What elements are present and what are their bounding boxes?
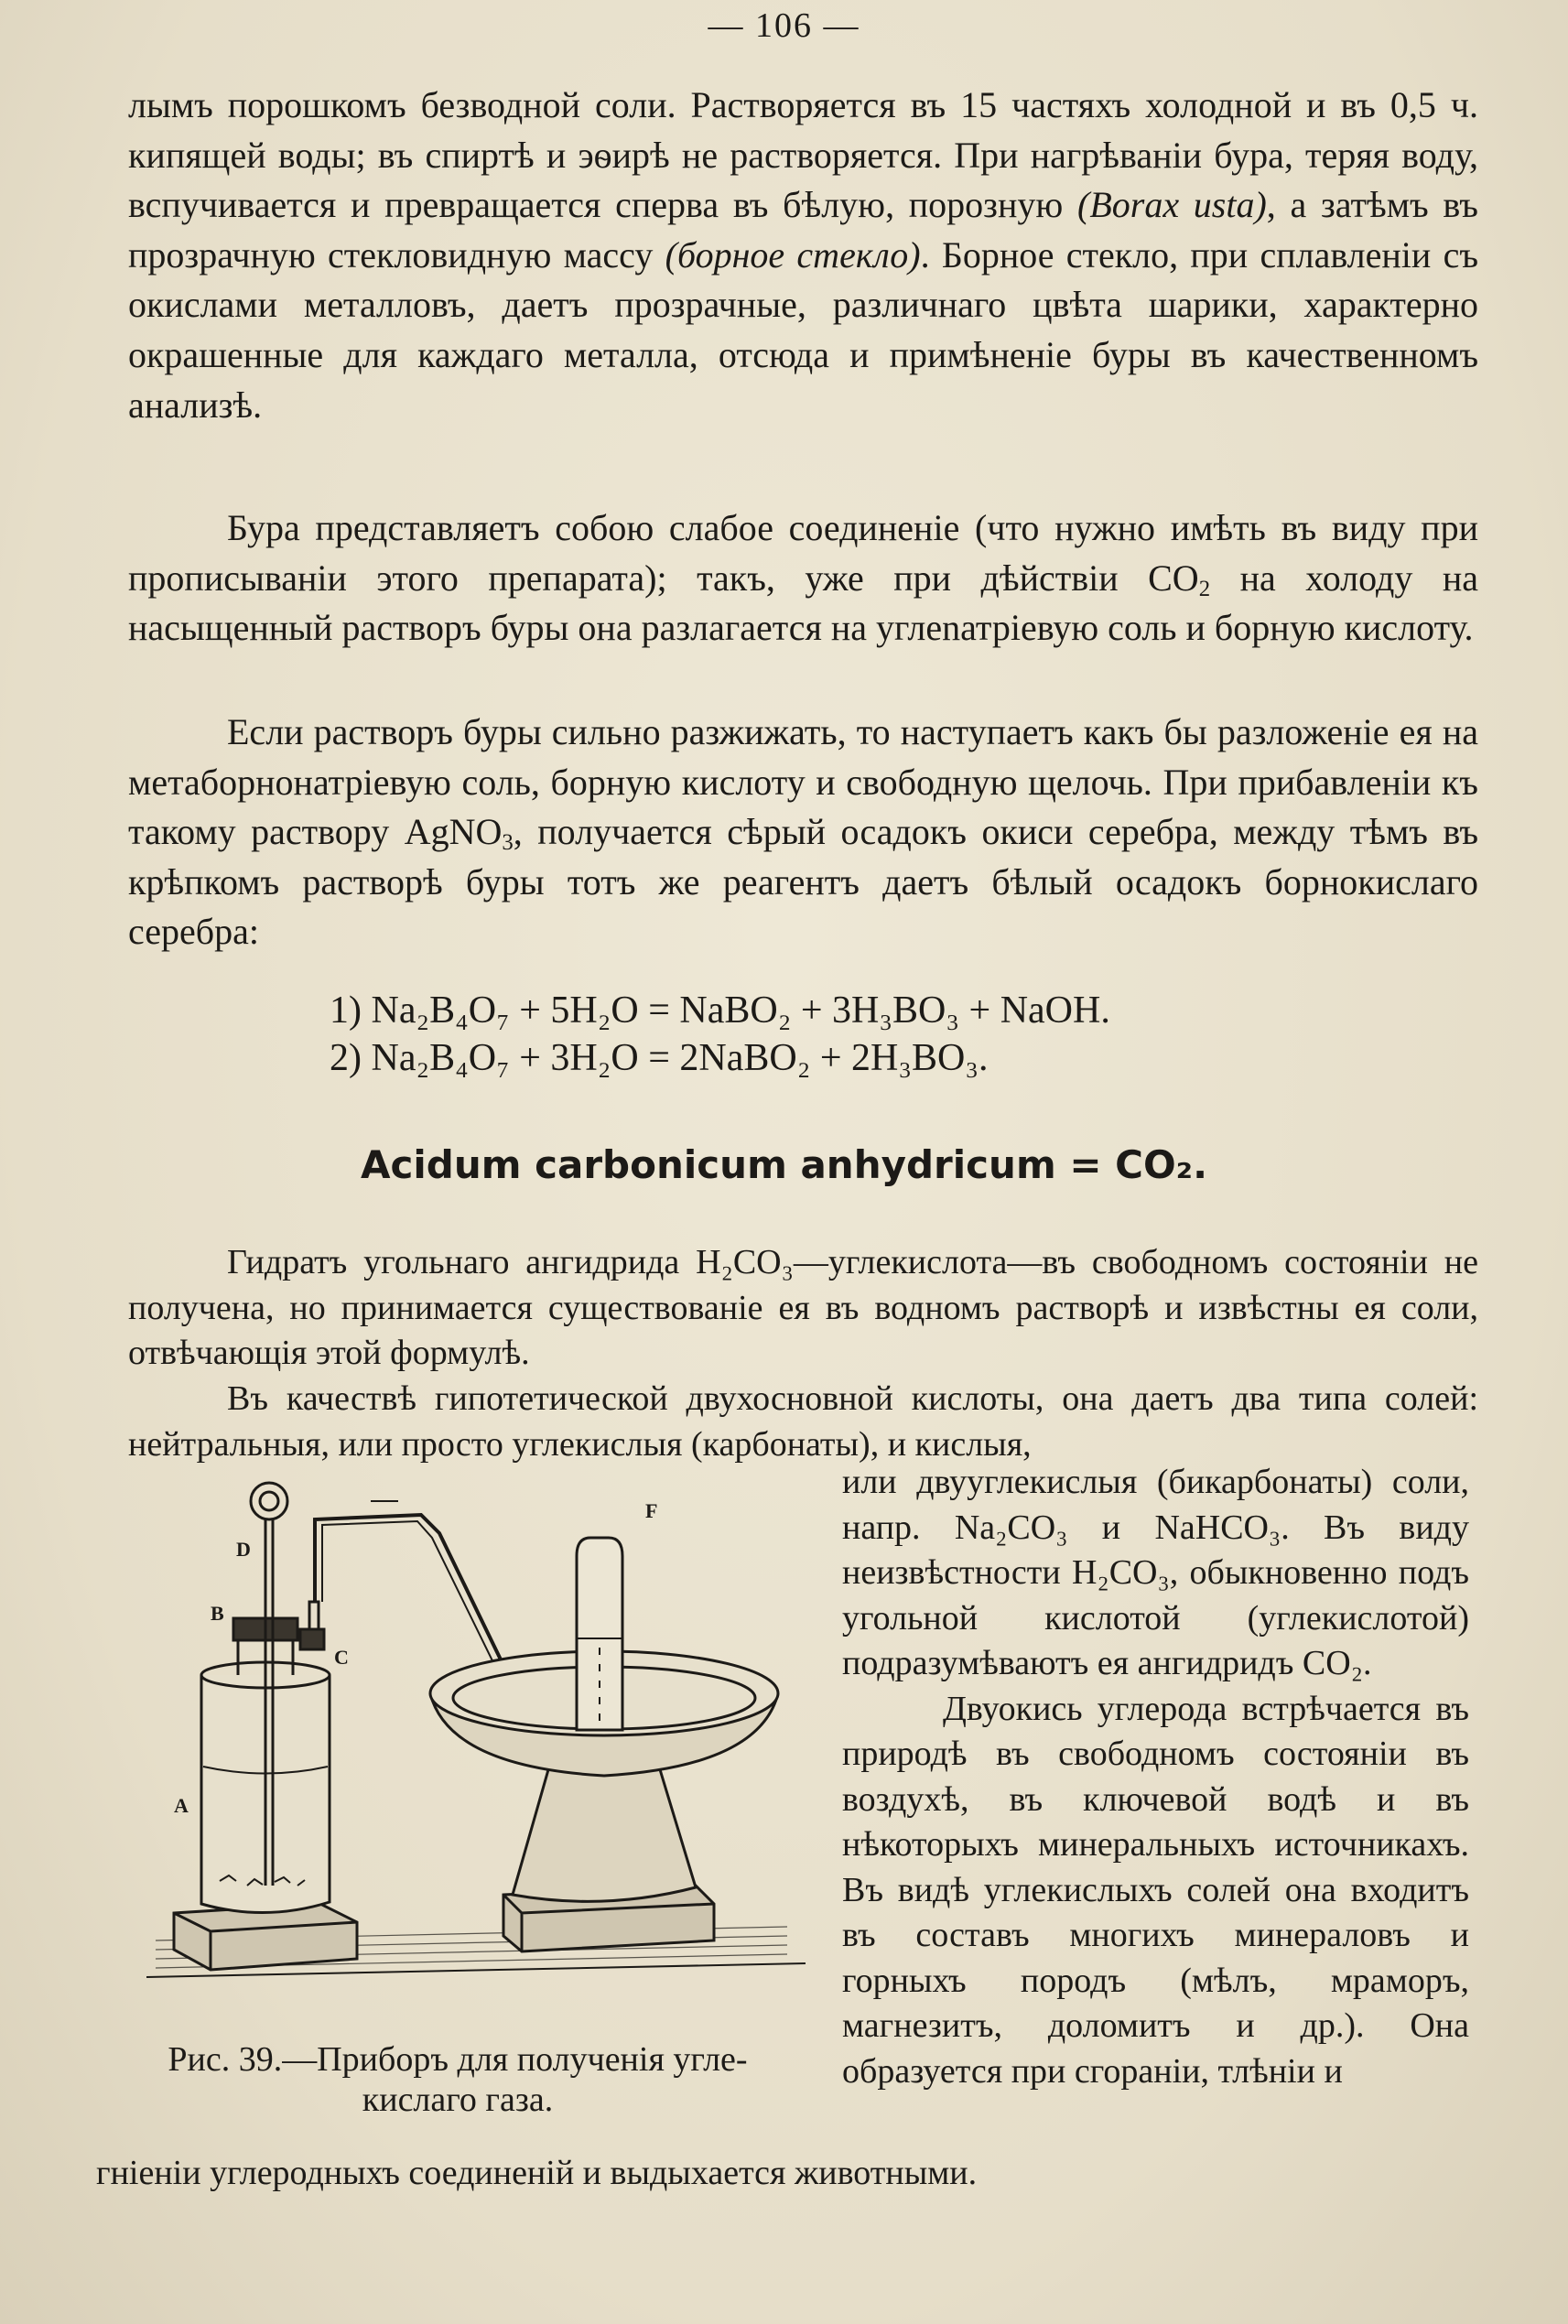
fig-label-f: F xyxy=(645,1499,658,1522)
rcol-para1: или двууглекислыя (бикарбонаты) соли, напр. Na₂CO₃ и NaHCO₃. Въ виду неизвѣстности H₂CO₃, обыкновенно подъ угольной кислотой (углекислотой) подразумѣваютъ ея ангидридъ CO₂. xyxy=(842,1463,1469,1682)
para3-text-a: Если растворъ буры сильно разжижать, то наступаетъ какъ бы разложеніе ея на метаборнонатріевую соль, борную кислоту и свободную щелочь. При прибавленіи къ такому раствору AgNO xyxy=(128,711,1478,853)
right-column-text xyxy=(842,1460,1469,2094)
para5-text: Въ качествѣ гипотетической двухосновной кислоты, она даетъ два типа солей: нейтральныя, или просто углекислыя (карбонаты), и кислыя, xyxy=(128,1379,1478,1464)
fig-label-b: B xyxy=(211,1602,224,1625)
paragraph-carbonic-hydrate xyxy=(128,1240,1478,1377)
equation-1: 1) Na₂B₄O₇ + 5H₂O = NaBO₂ + 3H₃BO₃ + NaOH. xyxy=(330,989,1110,1032)
para2-text-a: Бура представляетъ собою слабое соединеніе (что нужно имѣть въ виду при прописываніи этого препарата); такъ, уже при дѣйствіи CO xyxy=(128,507,1478,599)
fig-label-d: D xyxy=(236,1538,251,1561)
para1-text: лымъ порошкомъ безводной соли. Растворяется въ 15 частяхъ холодной и въ 0,5 ч. кипящей воды; въ спиртѣ и эѳирѣ не растворяется. При нагрѣваніи бура, теряя воду, вспучивается и превращается сперва въ бѣлую, порозную xyxy=(128,84,1478,226)
para1-end: . Борное стекло, при сплавленіи съ окислами металловъ, даетъ прозрачные, различнаго цвѣта шарики, характерно окрашенные для каждаго металла, отсюда и примѣненіе буры въ качественномъ анализѣ. xyxy=(128,233,1479,426)
page-number: — 106 — xyxy=(708,6,860,45)
last-line: гніеніи углеродныхъ соединеній и выдыхается животными. xyxy=(96,2154,978,2192)
fig-label-c: C xyxy=(334,1646,349,1669)
para1-italic-latin: (Borax usta) xyxy=(1077,184,1267,226)
rcol-para2: Двуокись углерода встрѣчается въ природѣ въ свободномъ состояніи въ воздухѣ, въ ключевой водѣ и въ нѣкоторыхъ минеральныхъ источникахъ. Въ видѣ углекислыхъ солей она входитъ въ составъ многихъ минераловъ и горныхъ породъ (мѣлъ, мраморъ, магнезитъ, доломитъ и др.). Она образуется при сгораніи, тлѣніи и xyxy=(842,1689,1469,2091)
para1-italic-glass: (борное стекло) xyxy=(665,233,921,276)
caption-line-2: кислаго газа. xyxy=(362,2081,554,2119)
equation-2: 2) Na₂B₄O₇ + 3H₂O = 2NaBO₂ + 2H₃BO₃. xyxy=(330,1037,989,1079)
section-heading: Acidum carbonicum anhydricum = CO₂. xyxy=(360,1142,1208,1187)
fig-label-a: A xyxy=(174,1794,189,1817)
figure-caption xyxy=(92,2039,824,2120)
para2-text-b: на холоду на насыщенный растворъ буры она разлагается на углenатріевую соль и борную кислоту. xyxy=(128,557,1478,649)
apparatus-figure xyxy=(146,1465,824,2014)
caption-line-1: Рис. 39.—Приборъ для полученія угле- xyxy=(168,2040,748,2079)
paragraph-borax-dilution: Если растворъ буры сильно разжижать, то наступаетъ какъ бы разложеніе ея на метаборнонатріевую соль, борную кислоту и свободную щелочь. При прибавленіи къ такому раствору AgNO$_3$, получается сѣрый осадокъ окиси серебра, между тѣмъ въ крѣпкомъ растворѣ буры тотъ же реагентъ даетъ бѣлый осадокъ борнокислаго серебра: xyxy=(128,711,1478,953)
para3-text-b: , получается сѣрый осадокъ окиси серебра, между тѣмъ въ крѣпкомъ растворѣ буры тотъ же реагентъ даетъ бѣлый осадокъ борнокислаго серебра: xyxy=(128,811,1478,953)
equations xyxy=(330,987,1428,1082)
para4-text: Гидратъ угольнаго ангидрида H₂CO₃—углекислота—въ свободномъ состояніи не получена, но принимается существованіе ея въ водномъ растворѣ и извѣстны ея соли, отвѣчающія этой формулѣ. xyxy=(128,1243,1478,1372)
paragraph-salt-types xyxy=(128,1377,1478,1467)
paragraph-borax-properties xyxy=(128,81,1478,430)
para1-mid: , а затѣмъ въ прозрачную стекловидную массу xyxy=(128,184,1478,276)
paragraph-borax-weak-compound: Бура представляетъ собою слабое соединеніе (что нужно имѣть въ виду при прописываніи этого препарата); такъ, уже при дѣйствіи $CO_2$ на холоду на насыщенный растворъ буры она разлагается на углenатріевую соль и борную кислоту. xyxy=(128,507,1478,649)
